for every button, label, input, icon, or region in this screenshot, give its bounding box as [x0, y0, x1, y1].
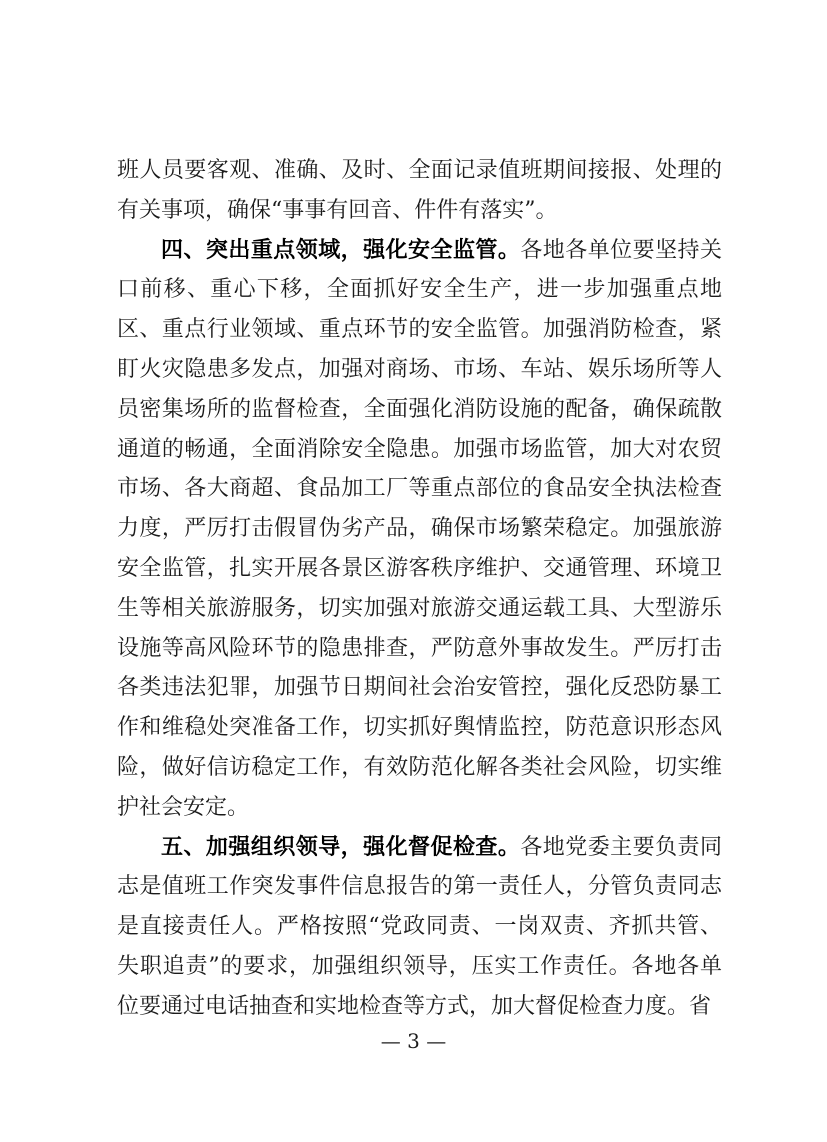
section-4-heading: 四、突出重点领域，强化安全监管。: [161, 237, 521, 263]
paragraph-section-4: [117, 231, 722, 828]
page-number: — 3 —: [380, 1029, 447, 1053]
paragraph-continuation-text: 班人员要客观、准确、及时、全面记录值班期间接报、处理的有关事项，确保“事事有回音、件件有落实”。: [117, 158, 722, 223]
section-5-heading: 五、加强组织领导，强化督促检查。: [161, 834, 521, 860]
section-4-body: 各地各单位要坚持关口前移、重心下移，全面抓好安全生产，进一步加强重点地区、重点行业领域、重点环节的安全监管。加强消防检查，紧盯火灾隐患多发点，加强对商场、市场、车站、娱乐场所等人员密集场所的监督检查，全面强化消防设施的配备，确保疏散通道的畅通，全面消除安全隐患。加强市场监管，加大对农贸市场、各大商超、食品加工厂等重点部位的食品安全执法检查力度，严厉打击假冒伪劣产品，确保市场繁荣稳定。加强旅游安全监管，扎实开展各景区游客秩序维护、交通管理、环境卫生等相关旅游服务，切实加强对旅游交通运载工具、大型游乐设施等高风险环节的隐患排查，严防意外事故发生。严厉打击各类违法犯罪，加强节日期间社会治安管控，强化反恐防暴工作和维稳处突准备工作，切实抓好舆情监控，防范意识形态风险，做好信访稳定工作，有效防范化解各类社会风险，切实维护社会安定。: [117, 237, 722, 820]
paragraph-section-5: [117, 828, 722, 1027]
section-5-body: 各地党委主要负责同志是值班工作突发事件信息报告的第一责任人，分管负责同志是直接责任人。严格按照“党政同责、一岗双责、齐抓共管、失职追责”的要求，加强组织领导，压实工作责任。各地各单位要通过电话抽查和实地检查等方式，加大督促检查力度。省: [117, 834, 722, 1019]
paragraph-continuation: [117, 151, 722, 231]
document-body: [117, 151, 722, 1027]
